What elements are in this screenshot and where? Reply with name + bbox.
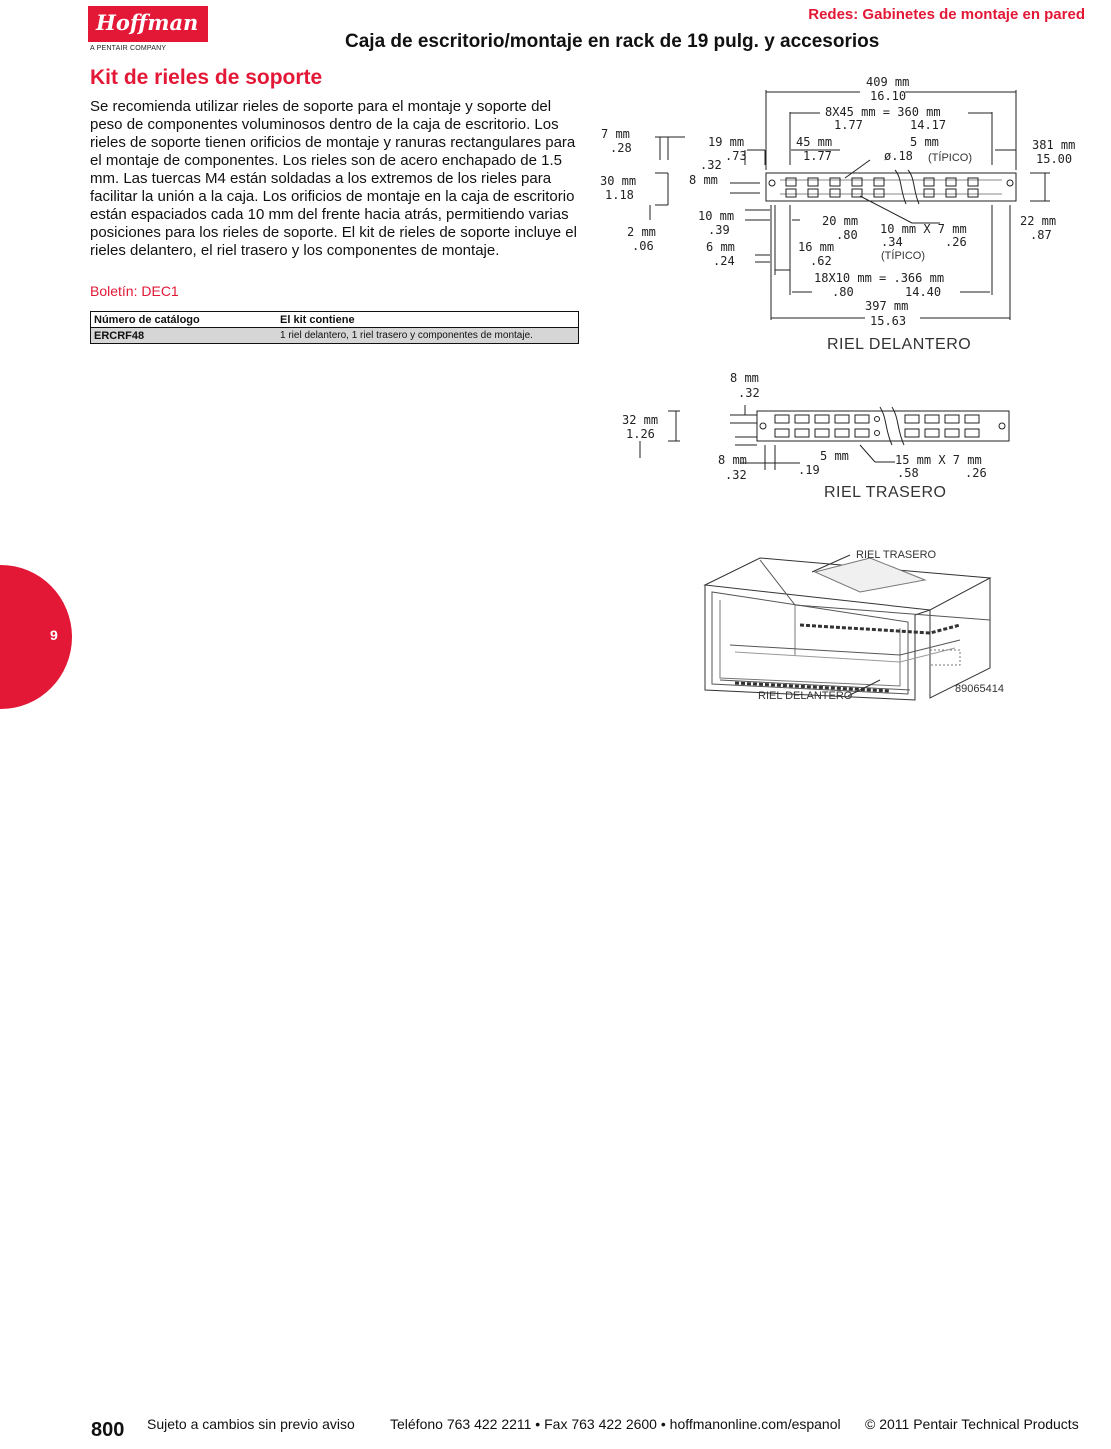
footer-copyright: © 2011 Pentair Technical Products	[865, 1416, 1079, 1432]
dim-5-mm-rear: 5 mm	[820, 449, 849, 463]
dim-24: .24	[713, 254, 735, 268]
page-number: 800	[91, 1419, 125, 1441]
logo-text: Hoffman	[96, 10, 199, 35]
dim-8-mm-bottom: 8 mm	[718, 453, 747, 467]
dim-16-mm: 16 mm	[798, 240, 835, 254]
label-front-rail: RIEL DELANTERO	[758, 690, 853, 702]
logo-subtitle: A PENTAIR COMPANY	[90, 45, 167, 52]
dim-409-mm: 409 mm	[866, 75, 910, 89]
dim-34: .34	[881, 235, 903, 249]
dim-22-mm: 22 mm	[1020, 214, 1057, 228]
dim-73: .73	[725, 149, 747, 163]
dim-26-rear: .26	[965, 466, 987, 480]
bulletin-reference: Boletín: DEC1	[90, 283, 179, 299]
chapter-number: 9	[50, 627, 58, 643]
typical-note-2: (TÍPICO)	[881, 250, 925, 262]
col-header-catalog: Número de catálogo	[94, 313, 200, 326]
dim-20-mm: 20 mm	[822, 214, 859, 228]
part-number: 89065414	[955, 683, 1004, 695]
dim-397-mm: 397 mm	[865, 299, 909, 313]
front-rail-caption: RIEL DELANTERO	[827, 336, 972, 353]
footer-notice: Sujeto a cambios sin previo aviso	[147, 1416, 355, 1432]
dim-7-mm: 7 mm	[601, 127, 630, 141]
dim-58: .58	[897, 466, 919, 480]
page-title: Caja de escritorio/montaje en rack de 19 pulg. y accesorios	[345, 31, 880, 52]
catalog-number: ERCRF48	[94, 329, 145, 342]
dim-32-mm: 32 mm	[622, 413, 659, 427]
typical-note-1: (TÍPICO)	[928, 152, 972, 164]
dim-87: .87	[1030, 228, 1052, 242]
dim-39: .39	[708, 223, 730, 237]
dim-45-mm: 45 mm	[796, 135, 833, 149]
enclosure-isometric	[705, 555, 990, 700]
footer-contact: Teléfono 763 422 2211 • Fax 763 422 2600 • hoffmanonline.com/espanol	[390, 1416, 841, 1432]
dim-15-00: 15.00	[1036, 152, 1073, 166]
dim-10-mm: 10 mm	[698, 209, 735, 223]
dim-1-77a: 1.77	[834, 118, 863, 132]
dim-62: .62	[810, 254, 832, 268]
col-header-contents: El kit contiene	[280, 313, 355, 326]
dim-15-63: 15.63	[870, 314, 907, 328]
dim-15x7: 15 mm X 7 mm	[895, 453, 982, 467]
dim-80b: .80	[832, 285, 854, 299]
dim-19-rear: .19	[798, 463, 820, 477]
dim-1-18: 1.18	[605, 188, 634, 202]
dim-18x10: 18X10 mm = .366 mm	[814, 271, 945, 285]
dim-32-top: .32	[738, 386, 760, 400]
dim-06: .06	[632, 239, 654, 253]
product-description: Se recomienda utilizar rieles de soporte para el montaje y soporte del peso de componentes voluminosos dentro de la caja de escritorio. Los rieles de soporte tienen orificios de montaje y ranuras rectangulares para el montaje de componentes. Los rieles son de acero enchapado de 1.5 mm. Las tuercas M4 están soldadas a los extremos de los rieles para facilitar la unión a la caja. Los orificios de montaje en la caja de escritorio están espaciados cada 10 mm del frente hacia atrás, permitiendo varias posiciones para los rieles de soporte. El kit de rieles de soporte incluye el rieles delantero, el riel trasero y los componentes de montaje.	[90, 98, 577, 259]
rear-rail-caption: RIEL TRASERO	[824, 484, 947, 501]
dim-10x7: 10 mm X 7 mm	[880, 222, 967, 236]
label-rear-rail: RIEL TRASERO	[856, 549, 937, 561]
dim-2-mm: 2 mm	[627, 225, 656, 239]
technical-drawings	[0, 0, 1111, 720]
dim-32: .32	[700, 158, 722, 172]
kit-contents: 1 riel delantero, 1 riel trasero y componentes de montaje.	[280, 330, 533, 341]
dim-1-26: 1.26	[626, 427, 655, 441]
dim-19-mm: 19 mm	[708, 135, 745, 149]
dim-6-mm: 6 mm	[706, 240, 735, 254]
dim-28: .28	[610, 141, 632, 155]
dim-1-77b: 1.77	[803, 149, 832, 163]
dim-30-mm: 30 mm	[600, 174, 637, 188]
product-heading: Kit de rieles de soporte	[90, 66, 323, 89]
dim-26: .26	[945, 235, 967, 249]
dim-8x45: 8X45 mm = 360 mm	[825, 105, 941, 119]
dim-16-10: 16.10	[870, 89, 907, 103]
dim-phi-18: ø.18	[884, 149, 913, 163]
dim-14-17: 14.17	[910, 118, 947, 132]
dim-8-mm-top: 8 mm	[730, 371, 759, 385]
dim-32-bottom: .32	[725, 468, 747, 482]
dim-381-mm: 381 mm	[1032, 138, 1076, 152]
dim-80a: .80	[836, 228, 858, 242]
dim-14-40: 14.40	[905, 285, 942, 299]
section-title: Redes: Gabinetes de montaje en pared	[808, 6, 1085, 23]
dim-5-mm: 5 mm	[910, 135, 939, 149]
dim-8-mm: 8 mm	[689, 173, 718, 187]
